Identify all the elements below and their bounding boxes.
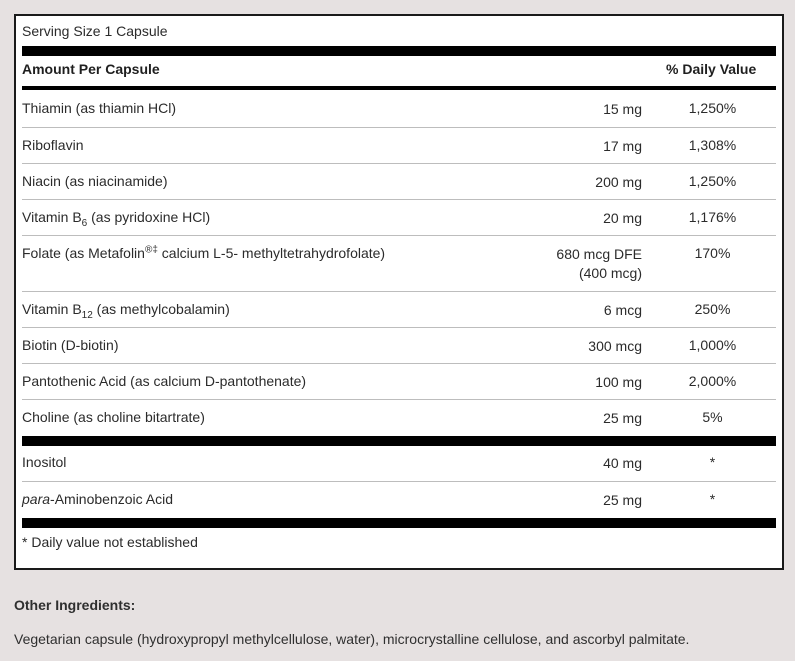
medium-divider bbox=[22, 86, 776, 90]
serving-size: Serving Size 1 Capsule bbox=[22, 23, 168, 39]
nutrient-amount: 100 mg bbox=[595, 374, 642, 390]
nutrient-daily-value: 1,250% bbox=[688, 100, 737, 116]
nutrient-amount: 25 mg bbox=[603, 492, 642, 508]
nutrient-row bbox=[22, 327, 776, 364]
nutrient-name: Inositol bbox=[22, 454, 67, 470]
nutrient-amount: 300 mcg bbox=[588, 338, 642, 354]
nutrient-amount: 15 mg bbox=[603, 101, 642, 117]
thick-divider bbox=[22, 46, 776, 56]
nutrient-row bbox=[22, 481, 776, 518]
nutrient-daily-value: 1,250% bbox=[688, 173, 737, 189]
nutrient-daily-value: 1,176% bbox=[688, 209, 737, 225]
nutrient-name: Niacin (as niacinamide) bbox=[22, 173, 168, 189]
nutrient-row bbox=[22, 235, 776, 291]
other-ingredients-text: Vegetarian capsule (hydroxypropyl methylcellulose, water), microcrystalline cellulose, and ascorbyl palmitate. bbox=[14, 631, 690, 647]
nutrient-amount: 6 mcg bbox=[603, 302, 642, 318]
nutrient-daily-value: * bbox=[709, 454, 716, 470]
nutrient-name: Biotin (D-biotin) bbox=[22, 337, 119, 353]
nutrient-daily-value: 1,308% bbox=[688, 137, 737, 153]
nutrient-row bbox=[22, 163, 776, 200]
nutrient-row bbox=[22, 399, 776, 436]
amount-per-capsule-header: Amount Per Capsule bbox=[22, 61, 160, 77]
daily-value-header: % Daily Value bbox=[666, 61, 757, 77]
nutrient-row bbox=[22, 199, 776, 236]
nutrient-name: Riboflavin bbox=[22, 137, 84, 153]
nutrient-name: Pantothenic Acid (as calcium D-pantothenate) bbox=[22, 373, 307, 389]
nutrient-row bbox=[22, 445, 776, 481]
nutrient-name: Folate (as Metafolin®‡ calcium L-5- methyltetrahydrofolate) bbox=[22, 244, 386, 261]
nutrient-name: Vitamin $B_6$ (as pyridoxine HCl) bbox=[22, 209, 211, 229]
supplement-facts-panel bbox=[14, 14, 784, 570]
nutrient-name: para-Aminobenzoic Acid bbox=[22, 491, 173, 507]
nutrient-amount: 20 mg bbox=[603, 210, 642, 226]
nutrient-daily-value: 5% bbox=[702, 409, 723, 425]
nutrient-row bbox=[22, 127, 776, 164]
nutrient-amount: 200 mg bbox=[595, 174, 642, 190]
nutrient-daily-value: 1,000% bbox=[688, 337, 737, 353]
nutrient-row bbox=[22, 91, 776, 127]
nutrient-name: Choline (as choline bitartrate) bbox=[22, 409, 205, 425]
other-ingredients-title: Other Ingredients: bbox=[14, 597, 136, 613]
nutrient-daily-value: 170% bbox=[694, 245, 731, 261]
nutrient-daily-value: 250% bbox=[694, 301, 731, 317]
nutrient-row bbox=[22, 363, 776, 400]
nutrient-amount: 680 mcg DFE (400 mcg) bbox=[556, 246, 642, 281]
nutrient-name: Thiamin (as thiamin HCl) bbox=[22, 100, 177, 116]
nutrient-amount: 17 mg bbox=[603, 138, 642, 154]
nutrient-row bbox=[22, 291, 776, 328]
nutrient-amount: 40 mg bbox=[603, 455, 642, 471]
nutrient-amount: 25 mg bbox=[603, 410, 642, 426]
thick-divider bbox=[22, 518, 776, 528]
nutrient-name: Vitamin $B_{12}$ (as methylcobalamin) bbox=[22, 301, 230, 321]
nutrient-daily-value: * bbox=[709, 491, 716, 507]
nutrient-daily-value: 2,000% bbox=[688, 373, 737, 389]
footnote: * Daily value not established bbox=[22, 534, 198, 550]
